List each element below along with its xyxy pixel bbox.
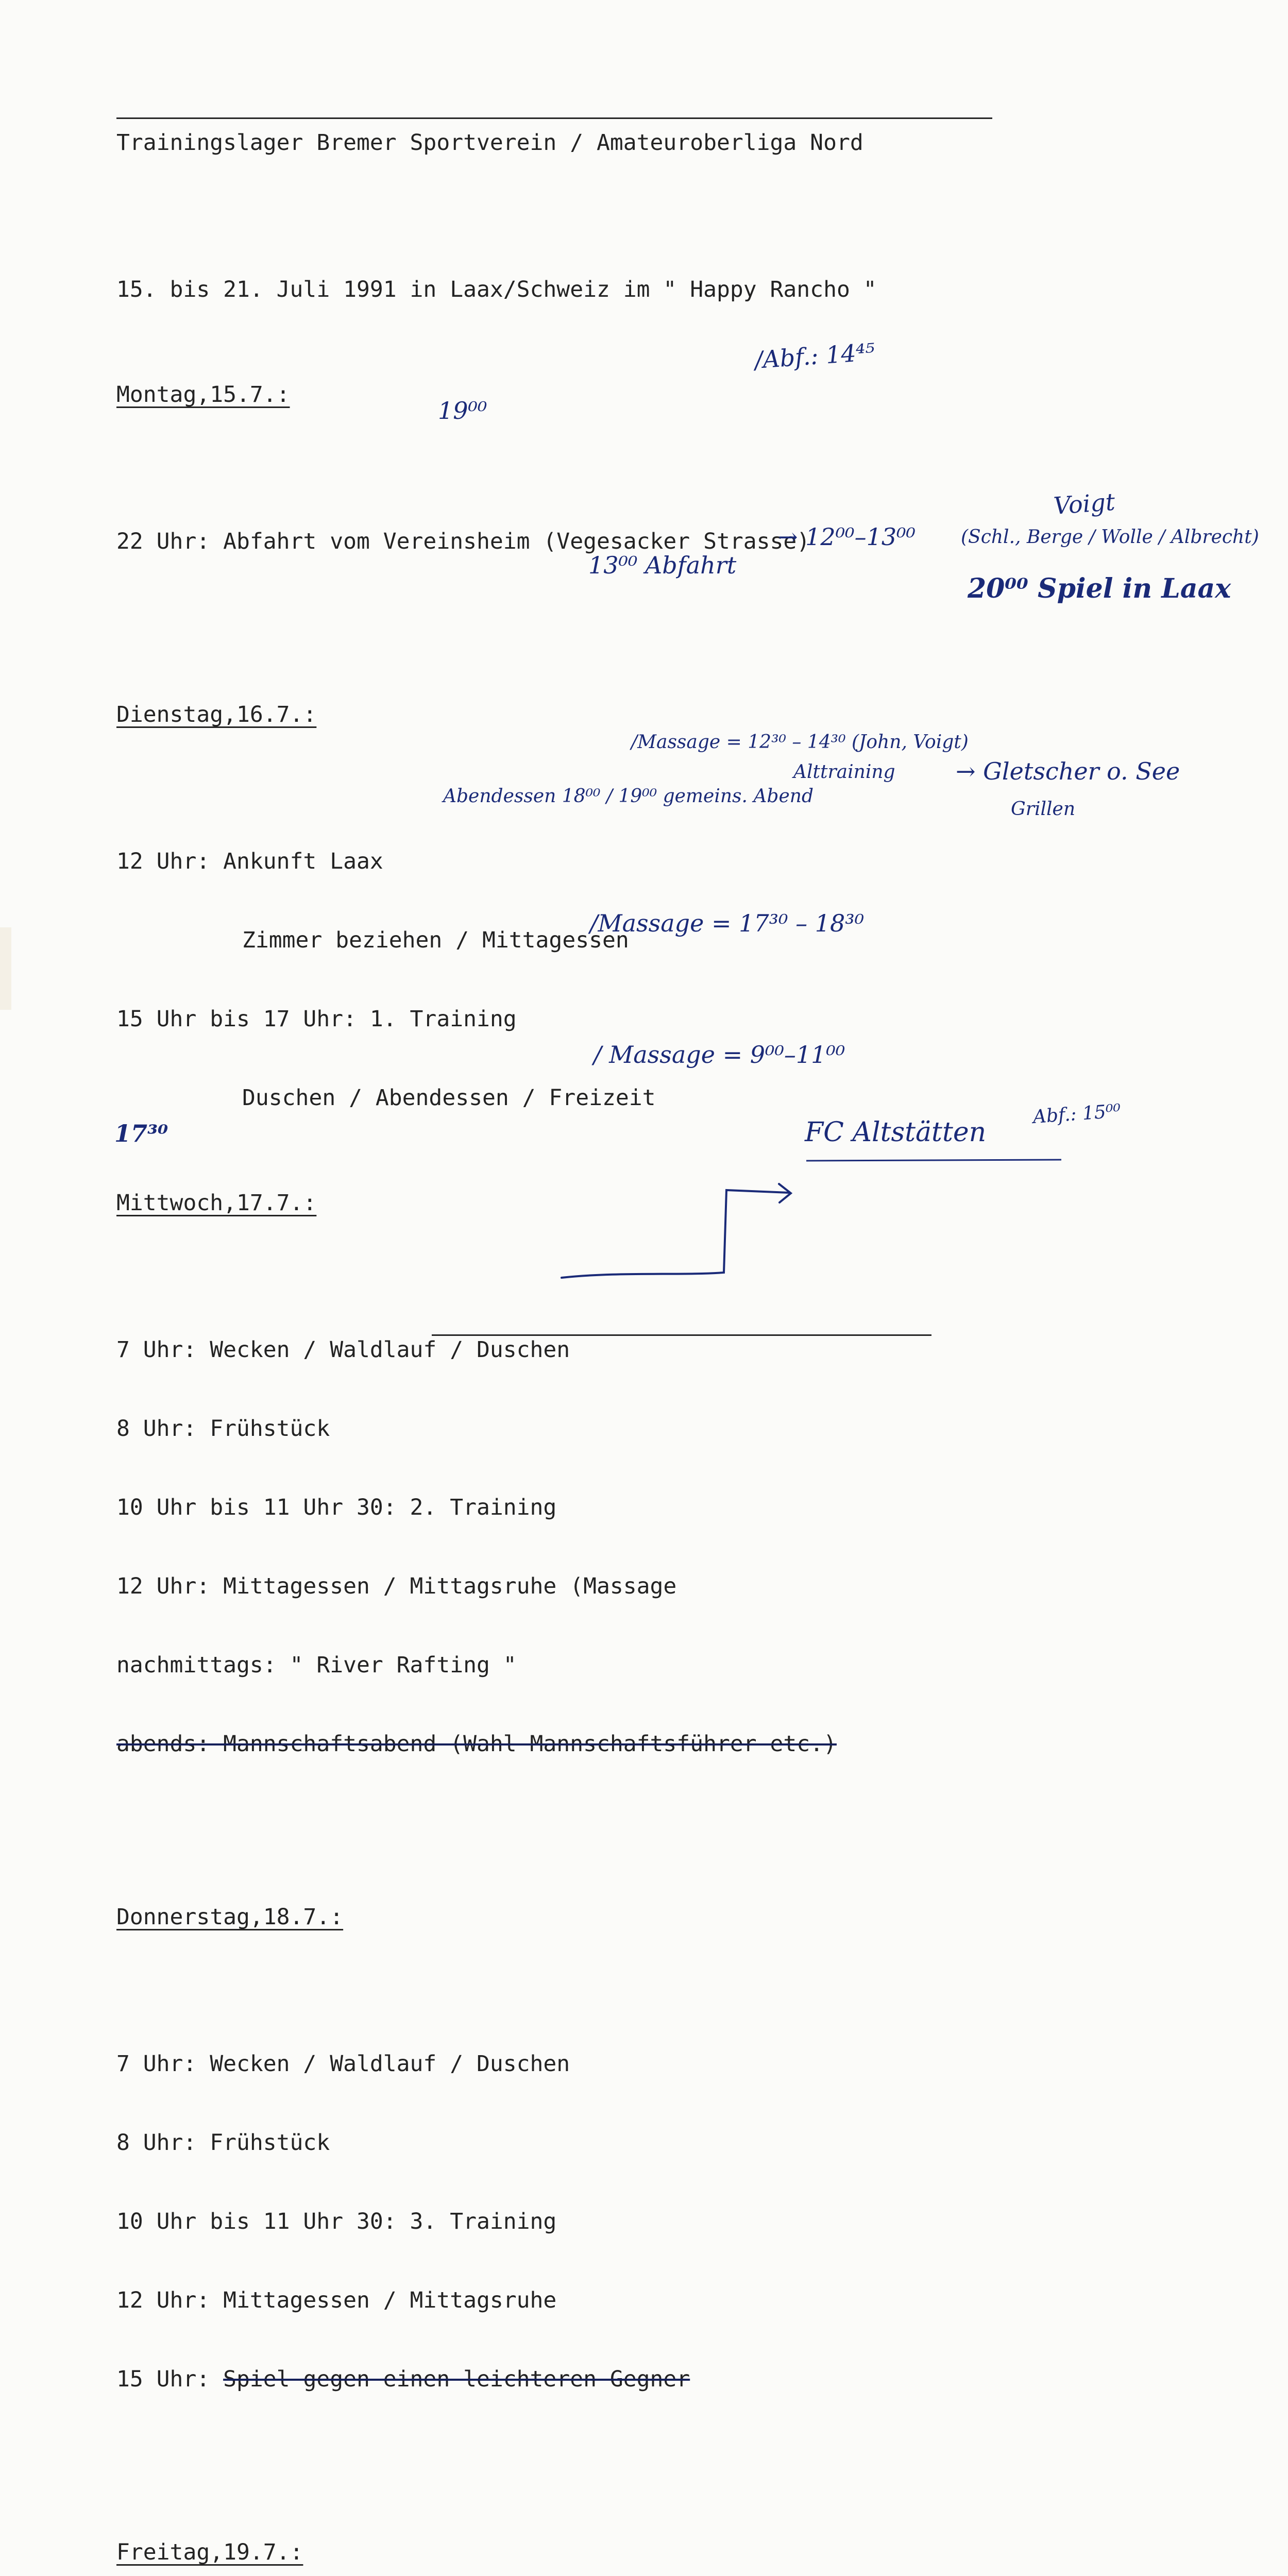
handwritten-note: /Abf.: 14⁴⁵ xyxy=(754,337,876,374)
schedule-line: 7 Uhr: Wecken / Waldlauf / Duschen xyxy=(116,1337,570,1363)
document-subtitle: 15. bis 21. Juli 1991 in Laax/Schweiz im " Happy Rancho " xyxy=(116,277,877,302)
handwritten-note: Abf.: 15⁰⁰ xyxy=(1032,1100,1122,1128)
schedule-line: 7 Uhr: Wecken / Waldlauf / Duschen xyxy=(116,2051,570,2077)
schedule-line: 15 Uhr bis 17 Uhr: 1. Training xyxy=(116,1006,517,1032)
schedule-line: 10 Uhr bis 11 Uhr 30: 2. Training xyxy=(116,1495,557,1520)
handwritten-note: /Massage = 12³⁰ – 14³⁰ (John, Voigt) xyxy=(631,732,969,753)
handwritten-note: 20⁰⁰ Spiel in Laax xyxy=(968,573,1231,604)
schedule-line: Zimmer beziehen / Mittagessen xyxy=(242,927,629,953)
schedule-line: 8 Uhr: Frühstück xyxy=(116,2130,330,2156)
handwritten-underline xyxy=(804,1157,1072,1167)
struck-schedule-line: abends: Mannschaftsabend (Wahl Mannschaftsführer etc.) xyxy=(116,1731,837,1757)
schedule-line: 15 Uhr: Spiel gegen einen leichteren Gegner xyxy=(116,2366,690,2392)
handwritten-note: Alttraining xyxy=(793,761,895,783)
handwritten-note: Voigt xyxy=(1053,487,1116,520)
schedule-line: 8 Uhr: Frühstück xyxy=(116,1416,330,1442)
typed-schedule xyxy=(116,77,1240,2576)
day-heading-mittwoch: Mittwoch,17.7.: xyxy=(116,1190,317,1216)
day-heading-donnerstag: Donnerstag,18.7.: xyxy=(116,1904,344,1930)
handwritten-note: 17³⁰ xyxy=(114,1120,168,1147)
handwritten-note: → 12⁰⁰–13⁰⁰ xyxy=(778,523,916,551)
handwritten-note: → Gletscher o. See xyxy=(956,757,1180,785)
handwritten-note: 19⁰⁰ xyxy=(438,397,487,425)
day-heading-dienstag: Dienstag,16.7.: xyxy=(116,702,317,727)
handwritten-note: FC Altstätten xyxy=(805,1117,987,1148)
handwritten-arrow-icon xyxy=(556,1180,814,1293)
schedule-line: 10 Uhr bis 11 Uhr 30: 3. Training xyxy=(116,2209,557,2234)
handwritten-note: (Schl., Berge / Wolle / Albrecht) xyxy=(961,527,1259,548)
schedule-line: 12 Uhr: Mittagessen / Mittagsruhe (Massage xyxy=(116,1573,677,1599)
document-title: Trainingslager Bremer Sportverein / Amateuroberliga Nord xyxy=(116,130,863,156)
schedule-line: 22 Uhr: Abfahrt vom Vereinsheim (Vegesacker Strasse) xyxy=(116,529,810,554)
schedule-line: 12 Uhr: Mittagessen / Mittagsruhe xyxy=(116,2287,557,2313)
handwritten-note: / Massage = 9⁰⁰–11⁰⁰ xyxy=(594,1041,845,1069)
handwritten-note: 13⁰⁰ Abfahrt xyxy=(588,551,737,579)
paper-stain xyxy=(0,927,11,1010)
struck-text: Spiel gegen einen leichteren Gegner xyxy=(223,2366,690,2392)
day-heading-freitag: Freitag,19.7.: xyxy=(116,2539,303,2565)
schedule-line: Duschen / Abendessen / Freizeit xyxy=(242,1085,656,1111)
day-heading-montag: Montag,15.7.: xyxy=(116,382,290,408)
handwritten-note: /Massage = 17³⁰ – 18³⁰ xyxy=(590,909,865,937)
schedule-line: nachmittags: " River Rafting " xyxy=(116,1652,517,1678)
handwritten-note: Grillen xyxy=(1011,799,1075,820)
schedule-line: 12 Uhr: Ankunft Laax xyxy=(116,849,383,874)
handwritten-note: Abendessen 18⁰⁰ / 19⁰⁰ gemeins. Abend xyxy=(443,786,814,807)
